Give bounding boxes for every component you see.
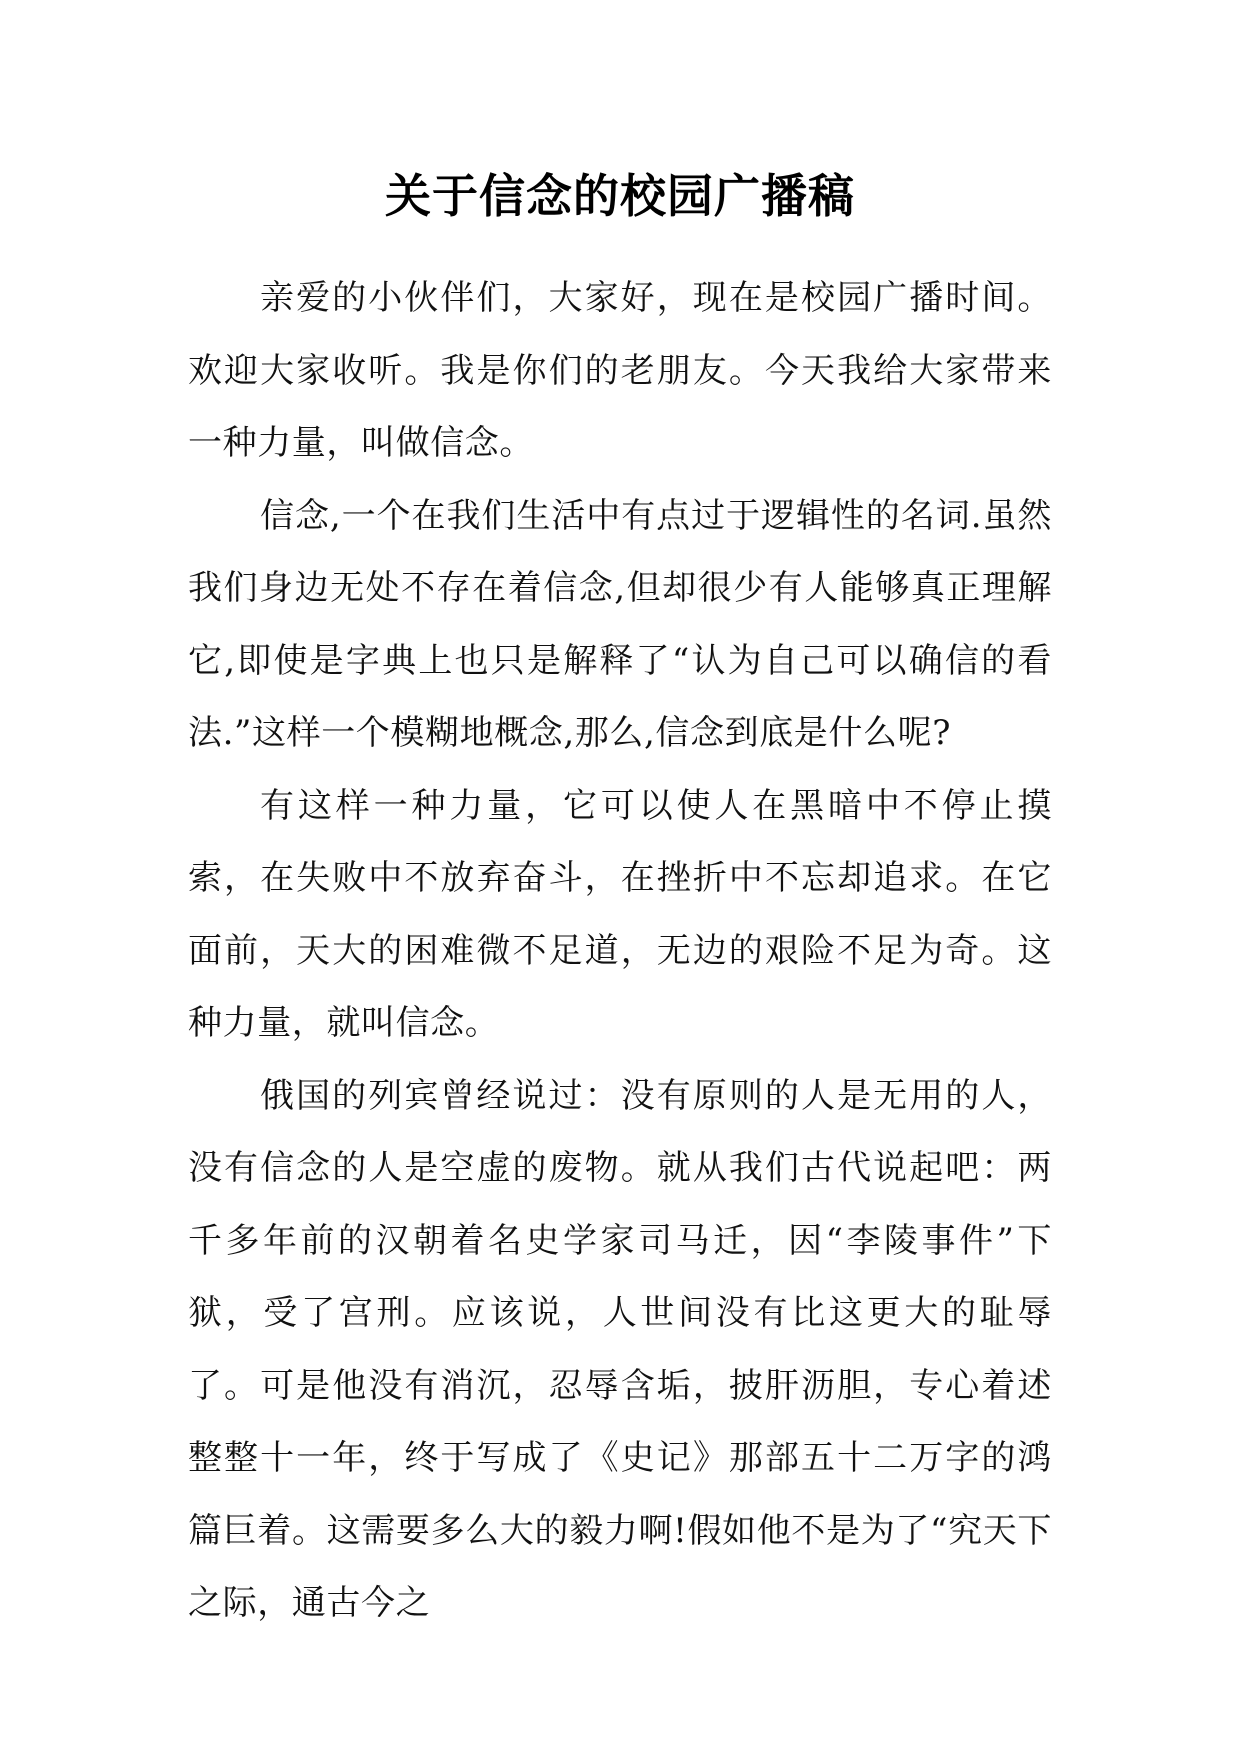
paragraph-4: 俄国的列宾曾经说过：没有原则的人是无用的人，没有信念的人是空虚的废物。就从我们古代说起吧：两千多年前的汉朝着名史学家司马迁，因“李陵事件”下狱，受了宫刑。应该说，人世间没有比这更大的耻辱了。可是他没有消沉，忍辱含垢，披肝沥胆，专心着述整整十一年，终于写成了《史记》那部五十二万字的鸿篇巨着。这需要多么大的毅力啊!假如他不是为了“究天下之际，通古今之: [188, 1075, 1052, 1623]
paragraph-1: 亲爱的小伙伴们，大家好，现在是校园广播时间。欢迎大家收听。我是你们的老朋友。今天我给大家带来一种力量，叫做信念。: [188, 278, 1052, 463]
paragraph-3: 有这样一种力量，它可以使人在黑暗中不停止摸索，在失败中不放弃奋斗，在挫折中不忘却追求。在它面前，天大的困难微不足道，无边的艰险不足为奇。这种力量，就叫信念。: [188, 785, 1052, 1043]
paragraph-2: 信念,一个在我们生活中有点过于逻辑性的名词.虽然我们身边无处不存在着信念,但却很少有人能够真正理解它,即使是字典上也只是解释了“认为自己可以确信的看法.”这样一个模糊地概念,那么,信念到底是什么呢?: [188, 495, 1052, 753]
document-body: [188, 262, 1052, 1640]
page-title: 关于信念的校园广播稿: [385, 169, 855, 223]
